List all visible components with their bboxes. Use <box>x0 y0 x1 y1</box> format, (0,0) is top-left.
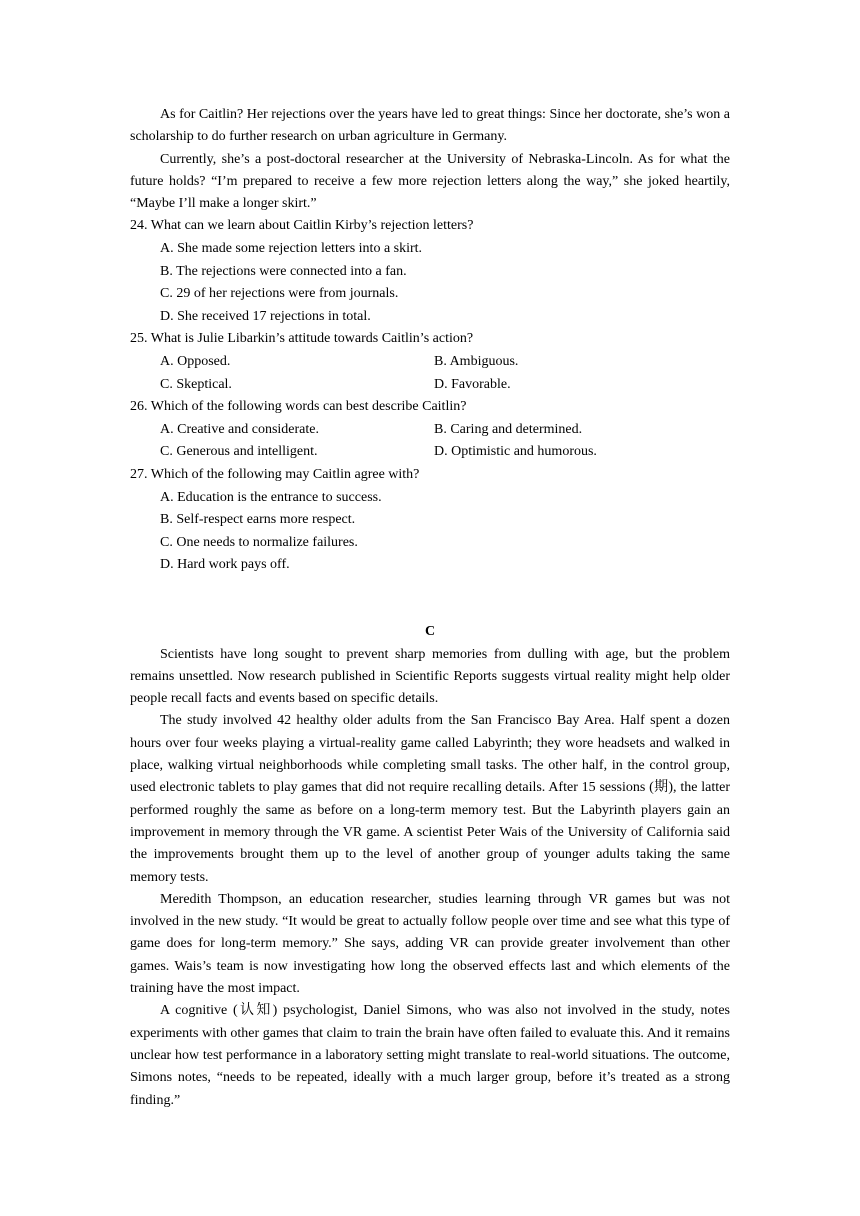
question-stem: 25. What is Julie Libarkin’s attitude towards Caitlin’s action? <box>130 331 474 347</box>
option-a: A. Creative and considerate. <box>160 421 319 437</box>
document-page <box>130 104 730 1112</box>
passage-b-paragraph: Currently, she’s a post-doctoral researcher at the University of Nebraska-Lincoln. As for what the future holds? “I’m prepared to receive a few more rejection letters along the way,” she joked heartily, “Maybe I’ll make a longer skirt.” <box>130 151 730 212</box>
question-25 <box>130 328 730 396</box>
question-stem: 24. What can we learn about Caitlin Kirby’s rejection letters? <box>130 218 474 234</box>
option-row <box>130 441 730 464</box>
option-a: A. Opposed. <box>160 354 231 370</box>
section-c-paragraph: The study involved 42 healthy older adults from the San Francisco Bay Area. Half spent a dozen hours over four weeks playing a virtual-reality game called Labyrinth; they wore headsets and walked in place, walking virtual neighborhoods while completing small tasks. The other half, in the control group, used electronic tablets to play games that did not require recalling details. After 15 sessions (期), the latter performed roughly the same as before on a long-term memory test. But the Labyrinth players gain an improvement in memory through the VR game. A scientist Peter Wais of the University of California said the improvements brought them up to the level of another group of younger adults taking the same memory tests. <box>130 713 730 885</box>
option-c: C. 29 of her rejections were from journals. <box>160 286 399 302</box>
option-row <box>130 419 730 442</box>
option-a: A. She made some rejection letters into a skirt. <box>160 241 423 257</box>
section-c-paragraph: A cognitive (认知) psychologist, Daniel Simons, who was also not involved in the study, notes experiments with other games that claim to train the brain have often failed to evaluate this. And it remains unclear how test performance in a laboratory setting might translate to real-world situations. The outcome, Simons notes, “needs to be repeated, ideally with a much larger group, before it’s treated as a strong finding.” <box>130 1003 730 1108</box>
section-c-paragraph: Scientists have long sought to prevent sharp memories from dulling with age, but the problem remains unsettled. Now research published in Scientific Reports suggests virtual reality might help older people recall facts and events based on specific details. <box>130 646 730 707</box>
option-c: C. Skeptical. <box>160 376 232 392</box>
option-row <box>130 351 730 374</box>
question-stem: 26. Which of the following words can best describe Caitlin? <box>130 399 467 415</box>
passage-b-paragraph: As for Caitlin? Her rejections over the years have led to great things: Since her doctorate, she’s won a scholarship to do further research on urban agriculture in Germany. <box>130 107 730 145</box>
question-stem: 27. Which of the following may Caitlin agree with? <box>130 467 420 483</box>
option-row <box>130 374 730 397</box>
section-title: C <box>424 623 436 639</box>
option-b: B. Caring and determined. <box>434 421 583 437</box>
option-c: C. One needs to normalize failures. <box>160 534 358 550</box>
section-c-paragraph: Meredith Thompson, an education researcher, studies learning through VR games but was not involved in the new study. “It would be great to actually follow people over time and see what this type of game does for long-term memory.” She says, adding VR can provide greater involvement than other games. Wais’s team is now investigating how long the observed effects last and which elements of the training have the most impact. <box>130 891 730 997</box>
option-c: C. Generous and intelligent. <box>160 444 318 460</box>
option-d: D. Hard work pays off. <box>160 557 290 573</box>
option-d: D. Optimistic and humorous. <box>434 444 597 460</box>
question-26 <box>130 396 730 464</box>
option-d: D. Favorable. <box>434 376 511 392</box>
option-a: A. Education is the entrance to success. <box>160 489 382 505</box>
option-d: D. She received 17 rejections in total. <box>160 308 371 324</box>
option-b: B. Self-respect earns more respect. <box>160 512 356 528</box>
option-b: B. The rejections were connected into a fan. <box>160 263 407 279</box>
question-24 <box>130 215 730 328</box>
option-b: B. Ambiguous. <box>434 354 519 370</box>
question-27 <box>130 464 730 577</box>
